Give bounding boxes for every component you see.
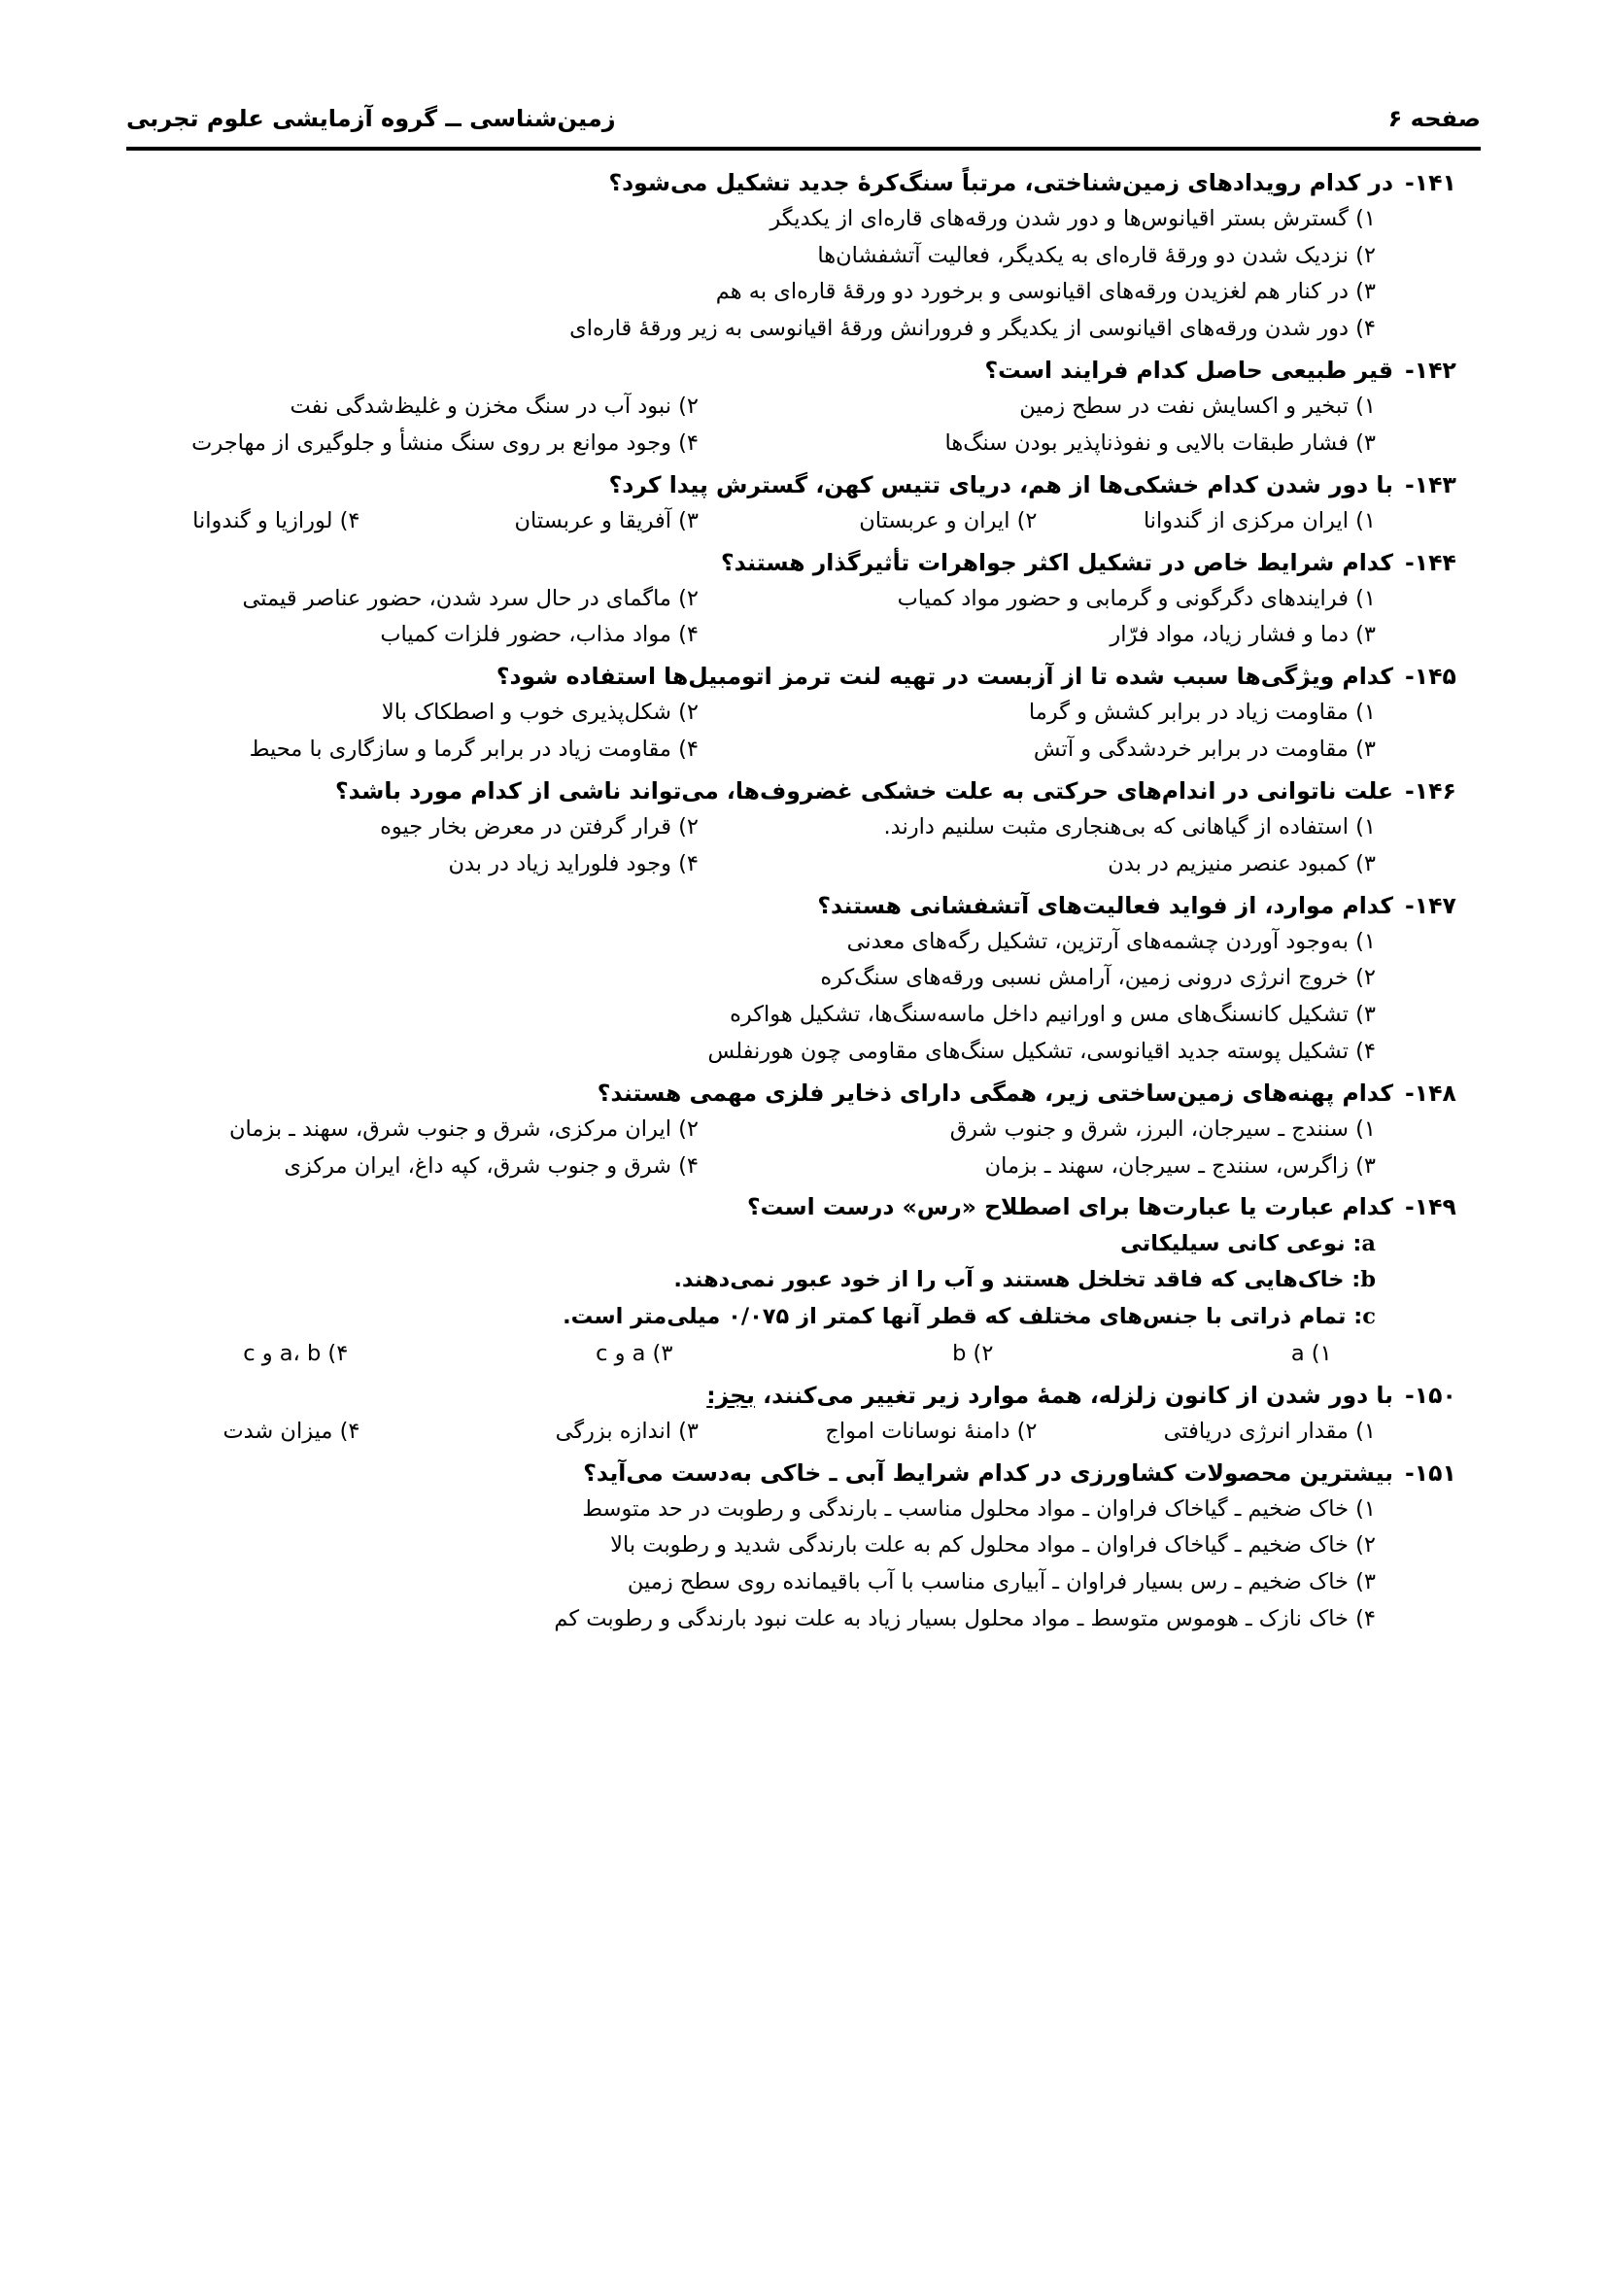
question-150-number: ۱۵۰- — [1405, 1381, 1456, 1409]
question-142-head — [126, 352, 1481, 389]
option[interactable]: ۴) خاک نازک ـ هوموس متوسط ـ مواد محلول بسیار زیاد به علت نبود بارندگی و رطوبت کم — [554, 1606, 1376, 1631]
option[interactable]: ۳) در کنار هم لغزیدن ورقه‌های اقیانوسی و برخورد دو ورقهٔ قاره‌ای به هم — [715, 279, 1376, 305]
question-150-text-main: با دور شدن از کانون زلزله، همهٔ موارد زیر تغییر می‌کنند، — [754, 1381, 1393, 1409]
option[interactable]: ۲) نبود آب در سنگ مخزن و غلیظ‌شدگی نفت — [290, 394, 699, 420]
question-144 — [126, 544, 1481, 655]
statement-a-key: a — [1361, 1230, 1376, 1256]
option[interactable]: ۲) ایران و عربستان — [859, 507, 1038, 533]
statement-b-text: خاک‌هایی که فاقد تخلخل هستند و آب را از خود عبور نمی‌دهند. — [673, 1267, 1345, 1293]
option[interactable]: ۲) شکل‌پذیری خوب و اصطکاک بالا — [381, 700, 699, 726]
question-143-number: ۱۴۳- — [1405, 470, 1456, 498]
question-150-exception-keyword: بجز: — [706, 1381, 755, 1409]
option[interactable]: ۴) شرق و جنوب شرق، کپه داغ، ایران مرکزی — [284, 1152, 699, 1179]
statement-a: a: نوعی کانی سیلیکاتی — [1120, 1230, 1376, 1256]
question-147-head — [126, 887, 1481, 924]
question-144-options — [126, 581, 1481, 655]
option[interactable]: ۳) تشکیل کانسنگ‌های مس و اورانیم داخل ماسه‌سنگ‌ها، تشکیل هواکره — [730, 1002, 1376, 1028]
question-142-options — [126, 389, 1481, 463]
question-148-options — [126, 1112, 1481, 1185]
question-145 — [126, 658, 1481, 769]
option[interactable]: ۱) سنندج ـ سیرجان، البرز، شرق و جنوب شرق — [949, 1115, 1376, 1142]
option[interactable]: ۴) میزان شدت — [222, 1418, 360, 1444]
question-151 — [126, 1455, 1481, 1638]
option[interactable]: ۳) کمبود عنصر منیزیم در بدن — [1108, 850, 1376, 876]
question-149-number: ۱۴۹- — [1405, 1193, 1456, 1221]
question-148-number: ۱۴۸- — [1405, 1079, 1456, 1107]
question-146-number: ۱۴۶- — [1405, 776, 1456, 805]
statement-b-key: b — [1360, 1267, 1376, 1293]
question-147 — [126, 887, 1481, 1071]
question-145-options — [126, 695, 1481, 769]
question-149-options — [126, 1336, 1481, 1373]
option[interactable]: ۴) a، b و c — [243, 1340, 349, 1366]
statement-c-key: c — [1362, 1304, 1376, 1330]
option[interactable]: ۱) استفاده از گیاهانی که بی‌هنجاری مثبت سلنیم دارند. — [883, 813, 1376, 840]
page-header — [126, 105, 1481, 143]
option[interactable]: ۴) وجود فلوراید زیاد در بدن — [448, 850, 699, 876]
question-145-number: ۱۴۵- — [1405, 663, 1456, 691]
option[interactable]: ۳) فشار طبقات بالایی و نفوذناپذیر بودن سنگ‌ها — [944, 429, 1376, 456]
option[interactable]: ۲) دامنهٔ نوسانات امواج — [825, 1418, 1038, 1444]
question-149-head — [126, 1188, 1481, 1225]
question-147-options — [126, 924, 1481, 1071]
question-141-head — [126, 164, 1481, 201]
question-151-text: بیشترین محصولات کشاورزی در کدام شرایط آبی ـ خاکی به‌دست می‌آید؟ — [583, 1458, 1393, 1487]
option[interactable]: ۳) زاگرس، سنندج ـ سیرجان، سهند ـ بزمان — [984, 1152, 1376, 1179]
option[interactable]: ۱) فرایندهای دگرگونی و گرمابی و حضور مواد کمیاب — [897, 585, 1376, 611]
option[interactable]: ۱) ایران مرکزی از گندوانا — [1143, 507, 1376, 533]
option[interactable]: ۲) ایران مرکزی، شرق و جنوب شرق، سهند ـ بزمان — [228, 1115, 699, 1142]
question-146-options — [126, 809, 1481, 883]
option[interactable]: ۱) مقدار انرژی دریافتی — [1163, 1418, 1376, 1444]
question-list — [126, 164, 1481, 1638]
question-144-head — [126, 544, 1481, 581]
question-142-text: قیر طبیعی حاصل کدام فرایند است؟ — [984, 357, 1393, 385]
option[interactable]: ۳) مقاومت در برابر خردشدگی و آتش — [1033, 737, 1376, 763]
statement-c-text: تمام ذراتی با جنس‌های مختلف که قطر آنها کمتر از ۰/۰۷۵ میلی‌متر است. — [563, 1304, 1347, 1330]
option[interactable]: ۱) گسترش بستر اقیانوس‌ها و دور شدن ورقه‌های قاره‌ای از یکدیگر — [769, 205, 1376, 231]
question-142-number: ۱۴۲- — [1405, 357, 1456, 385]
question-141 — [126, 164, 1481, 348]
option[interactable]: ۲) قرار گرفتن در معرض بخار جیوه — [380, 813, 699, 840]
question-150-head — [126, 1377, 1481, 1414]
question-150-options — [126, 1414, 1481, 1451]
option[interactable]: ۴) دور شدن ورقه‌های اقیانوسی از یکدیگر و فرورانش ورقهٔ اقیانوسی به زیر ورقهٔ قاره‌ای — [569, 316, 1376, 342]
option[interactable]: ۲) خروج انرژی درونی زمین، آرامش نسبی ورقه‌های سنگ‌کره — [820, 965, 1376, 991]
option[interactable]: ۴) تشکیل پوسته جدید اقیانوسی، تشکیل سنگ‌های مقاومی چون هورنفلس — [707, 1038, 1376, 1064]
question-150 — [126, 1377, 1481, 1451]
option[interactable]: ۲) ماگمای در حال سرد شدن، حضور عناصر قیمتی — [242, 585, 699, 611]
question-145-text: کدام ویژگی‌ها سبب شده تا از آزبست در تهیه لنت ترمز اتومبیل‌ها استفاده شود؟ — [496, 663, 1393, 691]
option[interactable]: ۱) a — [1290, 1340, 1332, 1366]
question-146 — [126, 772, 1481, 883]
option[interactable]: ۴) مقاومت زیاد در برابر گرما و سازگاری با محیط — [249, 737, 699, 763]
option[interactable]: ۱) تبخیر و اکسایش نفت در سطح زمین — [1019, 394, 1376, 420]
option[interactable]: ۱) خاک ضخیم ـ گیاخاک فراوان ـ مواد محلول مناسب ـ بارندگی و رطوبت در حد متوسط — [582, 1495, 1376, 1522]
question-143-options — [126, 503, 1481, 540]
question-145-head — [126, 658, 1481, 695]
question-147-text: کدام موارد، از فواید فعالیت‌های آتشفشانی هستند؟ — [817, 891, 1393, 919]
option[interactable]: ۳) خاک ضخیم ـ رس بسیار فراوان ـ آبیاری مناسب با آب باقیمانده روی سطح زمین — [627, 1569, 1376, 1595]
statement-b: b: خاک‌هایی که فاقد تخلخل هستند و آب را از خود عبور نمی‌دهند. — [673, 1267, 1376, 1293]
option[interactable]: ۲) نزدیک شدن دو ورقهٔ قاره‌ای به یکدیگر، فعالیت آتشفشان‌ها — [817, 242, 1376, 268]
header-divider — [126, 147, 1481, 151]
statement-a-text: نوعی کانی سیلیکاتی — [1120, 1230, 1346, 1256]
option[interactable]: ۲) خاک ضخیم ـ گیاخاک فراوان ـ مواد محلول کم به علت بارندگی شدید و رطوبت بالا — [610, 1532, 1376, 1559]
question-148-head — [126, 1075, 1481, 1112]
option[interactable]: ۴) مواد مذاب، حضور فلزات کمیاب — [380, 622, 699, 648]
question-147-number: ۱۴۷- — [1405, 891, 1456, 919]
page-number-label: صفحه ۶ — [1387, 105, 1481, 132]
question-151-head — [126, 1455, 1481, 1491]
option[interactable]: ۲) b — [952, 1340, 994, 1366]
option[interactable]: ۳) اندازه بزرگی — [555, 1418, 699, 1444]
question-143-text: با دور شدن کدام خشکی‌ها از هم، دریای تتیس کهن، گسترش پیدا کرد؟ — [608, 470, 1393, 498]
subject-title: زمین‌شناسی ــ گروه آزمایشی علوم تجربی — [126, 105, 616, 132]
question-151-options — [126, 1491, 1481, 1638]
question-143 — [126, 466, 1481, 540]
question-148 — [126, 1075, 1481, 1185]
question-151-number: ۱۵۱- — [1405, 1458, 1456, 1487]
option[interactable]: ۴) وجود موانع بر روی سنگ منشأ و جلوگیری از مهاجرت — [191, 429, 699, 456]
option[interactable]: ۳) a و c — [596, 1340, 673, 1366]
question-146-head — [126, 772, 1481, 809]
option[interactable]: ۳) دما و فشار زیاد، مواد فرّار — [1110, 622, 1376, 648]
question-150-text — [126, 1377, 1399, 1414]
option[interactable]: ۱) به‌وجود آوردن چشمه‌های آرتزین، تشکیل رگه‌های معدنی — [846, 928, 1376, 954]
question-144-text: کدام شرایط خاص در تشکیل اکثر جواهرات تأثیرگذار هستند؟ — [720, 548, 1393, 576]
option[interactable]: ۱) مقاومت زیاد در برابر کشش و گرما — [1028, 700, 1376, 726]
question-149-text: کدام عبارت یا عبارت‌ها برای اصطلاح «رس» درست است؟ — [747, 1193, 1393, 1221]
question-144-number: ۱۴۴- — [1405, 548, 1456, 576]
question-141-options — [126, 201, 1481, 348]
question-141-text: در کدام رویدادهای زمین‌شناختی، مرتباً سنگ‌کرهٔ جدید تشکیل می‌شود؟ — [608, 168, 1393, 196]
question-141-number: ۱۴۱- — [1405, 168, 1456, 196]
question-149 — [126, 1188, 1481, 1372]
statement-c: c: تمام ذراتی با جنس‌های مختلف که قطر آنها کمتر از ۰/۰۷۵ میلی‌متر است. — [563, 1304, 1376, 1330]
question-142 — [126, 352, 1481, 463]
question-146-text: علت ناتوانی در اندام‌های حرکتی به علت خشکی غضروف‌ها، می‌تواند ناشی از کدام مورد باشد؟ — [335, 776, 1393, 805]
option[interactable]: ۴) لورازیا و گندوانا — [192, 507, 360, 533]
question-143-head — [126, 466, 1481, 503]
option[interactable]: ۳) آفریقا و عربستان — [514, 507, 699, 533]
question-148-text: کدام پهنه‌های زمین‌ساختی زیر، همگی دارای ذخایر فلزی مهمی هستند؟ — [597, 1079, 1393, 1107]
